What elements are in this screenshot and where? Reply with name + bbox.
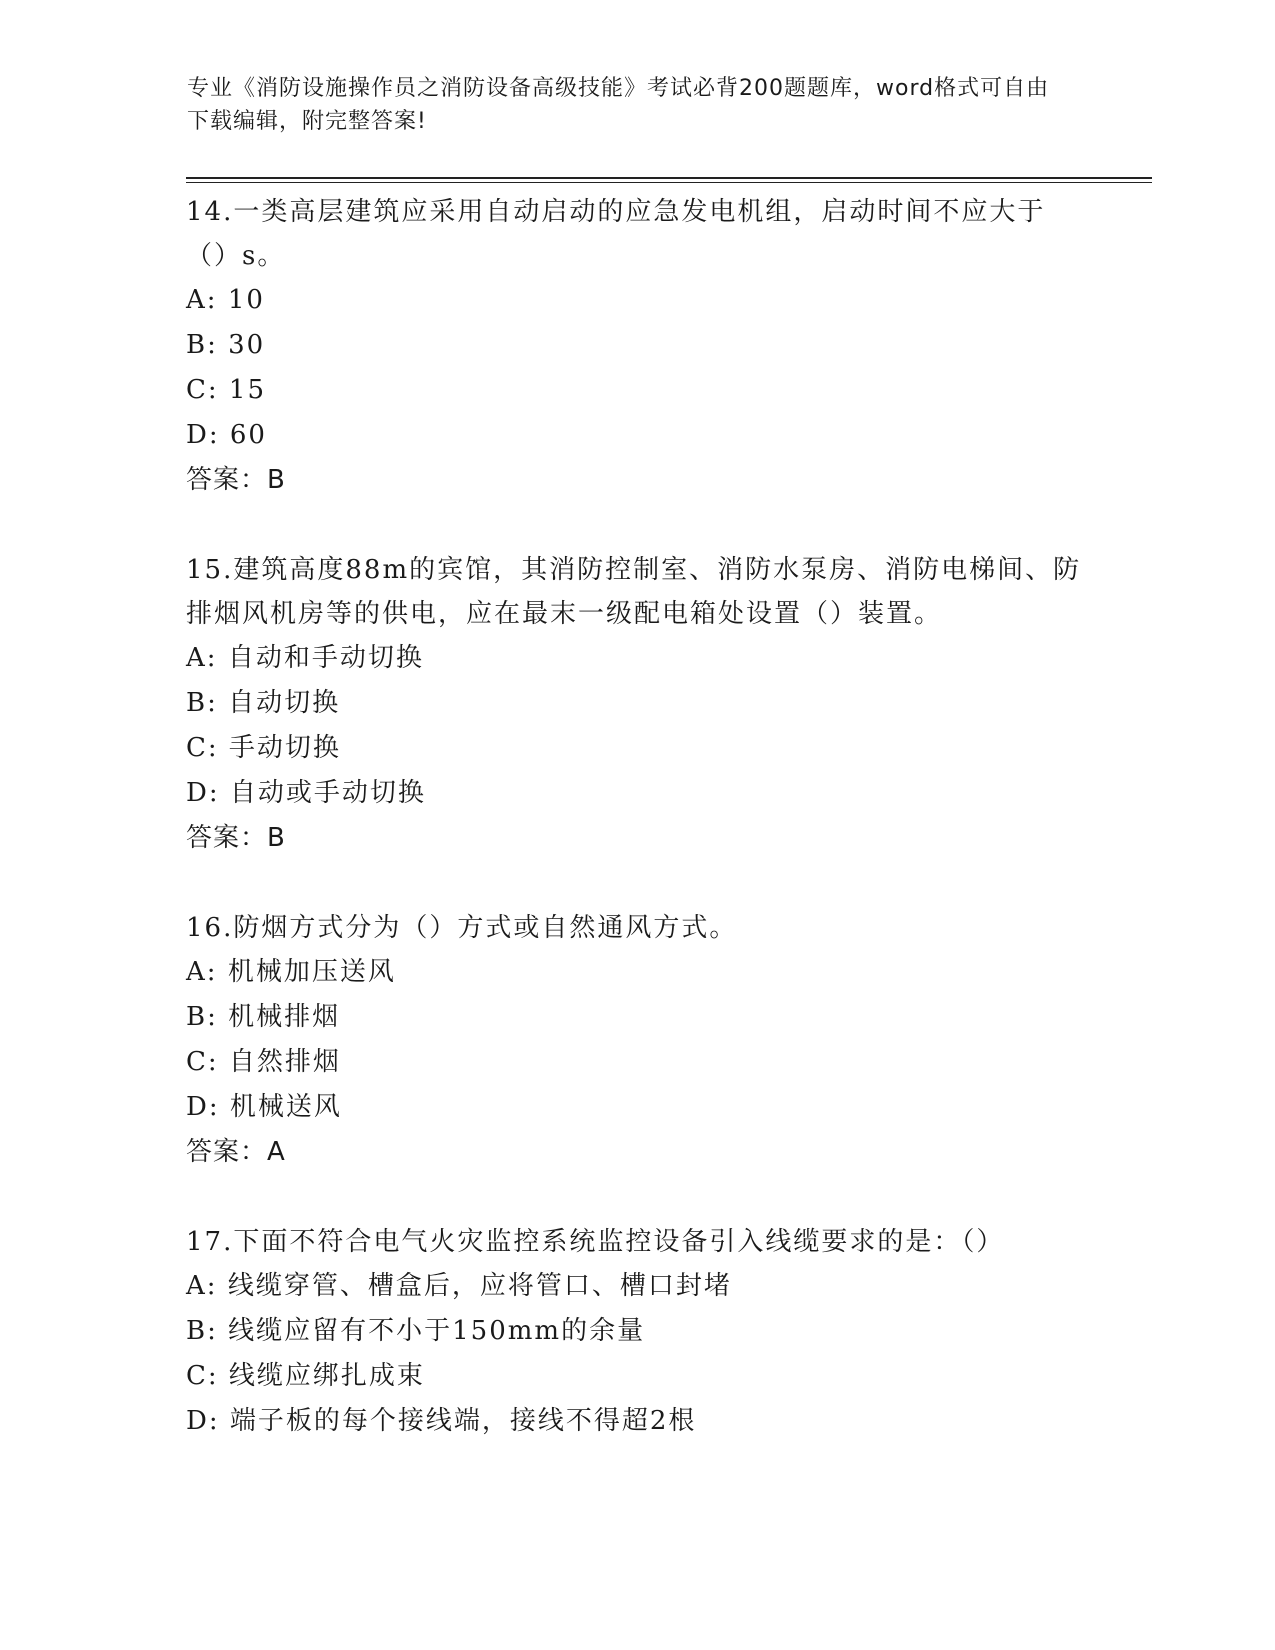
document-header: 专业《消防设施操作员之消防设备高级技能》考试必背200题题库，word格式可自由下载编辑，附完整答案! [187, 76, 1050, 134]
option-c [186, 1040, 1086, 1085]
option-text: 线缆应绑扎成束 [228, 1361, 425, 1391]
answer [186, 1130, 1086, 1175]
header-divider-thick [186, 177, 1152, 179]
option-text: 自动切换 [228, 688, 341, 718]
question-number: 14. [186, 197, 234, 227]
answer-label: 答案： [186, 1137, 268, 1167]
option-b [186, 323, 1086, 368]
option-letter: C: [186, 1047, 219, 1077]
option-text: 10 [227, 285, 265, 315]
answer-value: B [267, 823, 286, 853]
question-list [186, 190, 1086, 1489]
question-14 [186, 190, 1086, 503]
question-body: 一类高层建筑应采用自动启动的应急发电机组，启动时间不应大于（）s。 [186, 197, 1046, 271]
option-letter: A: [186, 643, 218, 673]
option-d [186, 413, 1086, 458]
option-text: 线缆穿管、槽盒后，应将管口、槽口封堵 [227, 1271, 732, 1301]
option-letter: A: [186, 957, 218, 987]
option-c [186, 1354, 1086, 1399]
option-text: 手动切换 [228, 733, 341, 763]
question-body: 下面不符合电气火灾监控系统监控设备引入线缆要求的是：（） [233, 1227, 1005, 1257]
answer-label: 答案： [186, 465, 268, 495]
question-body: 防烟方式分为（）方式或自然通风方式。 [233, 913, 738, 943]
header-divider-thin [186, 182, 1152, 183]
option-text: 自然排烟 [228, 1047, 341, 1077]
option-a [186, 636, 1086, 681]
option-letter: C: [186, 375, 219, 405]
question-body: 建筑高度88m的宾馆，其消防控制室、消防水泵房、消防电梯间、防排烟风机房等的供电，应在最末一级配电箱处设置（）装置。 [186, 555, 1082, 629]
option-letter: B: [186, 1002, 218, 1032]
option-b [186, 995, 1086, 1040]
option-text: 机械排烟 [228, 1002, 341, 1032]
option-c [186, 368, 1086, 413]
option-text: 15 [228, 375, 267, 405]
question-16 [186, 906, 1086, 1175]
option-letter: A: [186, 285, 218, 315]
option-b [186, 1309, 1086, 1354]
option-d [186, 1085, 1086, 1130]
option-d [186, 771, 1086, 816]
question-number: 17. [186, 1227, 234, 1257]
question-text [186, 548, 1086, 636]
option-a [186, 950, 1086, 995]
option-a [186, 278, 1086, 323]
option-letter: D: [186, 778, 220, 808]
option-letter: A: [186, 1271, 218, 1301]
option-d [186, 1399, 1086, 1444]
option-letter: C: [186, 733, 219, 763]
option-text: 机械送风 [229, 1092, 342, 1122]
option-letter: D: [186, 1092, 220, 1122]
option-text: 自动或手动切换 [229, 778, 426, 808]
option-text: 自动和手动切换 [227, 643, 424, 673]
option-text: 线缆应留有不小于150mm的余量 [228, 1316, 646, 1346]
option-c [186, 726, 1086, 771]
question-number: 16. [186, 913, 234, 943]
option-letter: B: [186, 330, 218, 360]
answer-value: A [267, 1137, 286, 1167]
option-text: 30 [228, 330, 266, 360]
question-text [186, 906, 1086, 950]
question-number: 15. [186, 555, 234, 585]
answer [186, 458, 1086, 503]
option-letter: B: [186, 1316, 218, 1346]
answer-label: 答案： [186, 823, 268, 853]
answer-value: B [267, 465, 286, 495]
question-15 [186, 548, 1086, 861]
option-letter: D: [186, 420, 220, 450]
option-a [186, 1264, 1086, 1309]
option-text: 60 [229, 420, 267, 450]
option-text: 端子板的每个接线端，接线不得超2根 [229, 1406, 697, 1436]
answer [186, 816, 1086, 861]
question-text [186, 1220, 1086, 1264]
question-text [186, 190, 1086, 278]
option-letter: B: [186, 688, 218, 718]
option-letter: C: [186, 1361, 219, 1391]
option-b [186, 681, 1086, 726]
question-17 [186, 1220, 1086, 1444]
option-text: 机械加压送风 [227, 957, 396, 987]
option-letter: D: [186, 1406, 220, 1436]
